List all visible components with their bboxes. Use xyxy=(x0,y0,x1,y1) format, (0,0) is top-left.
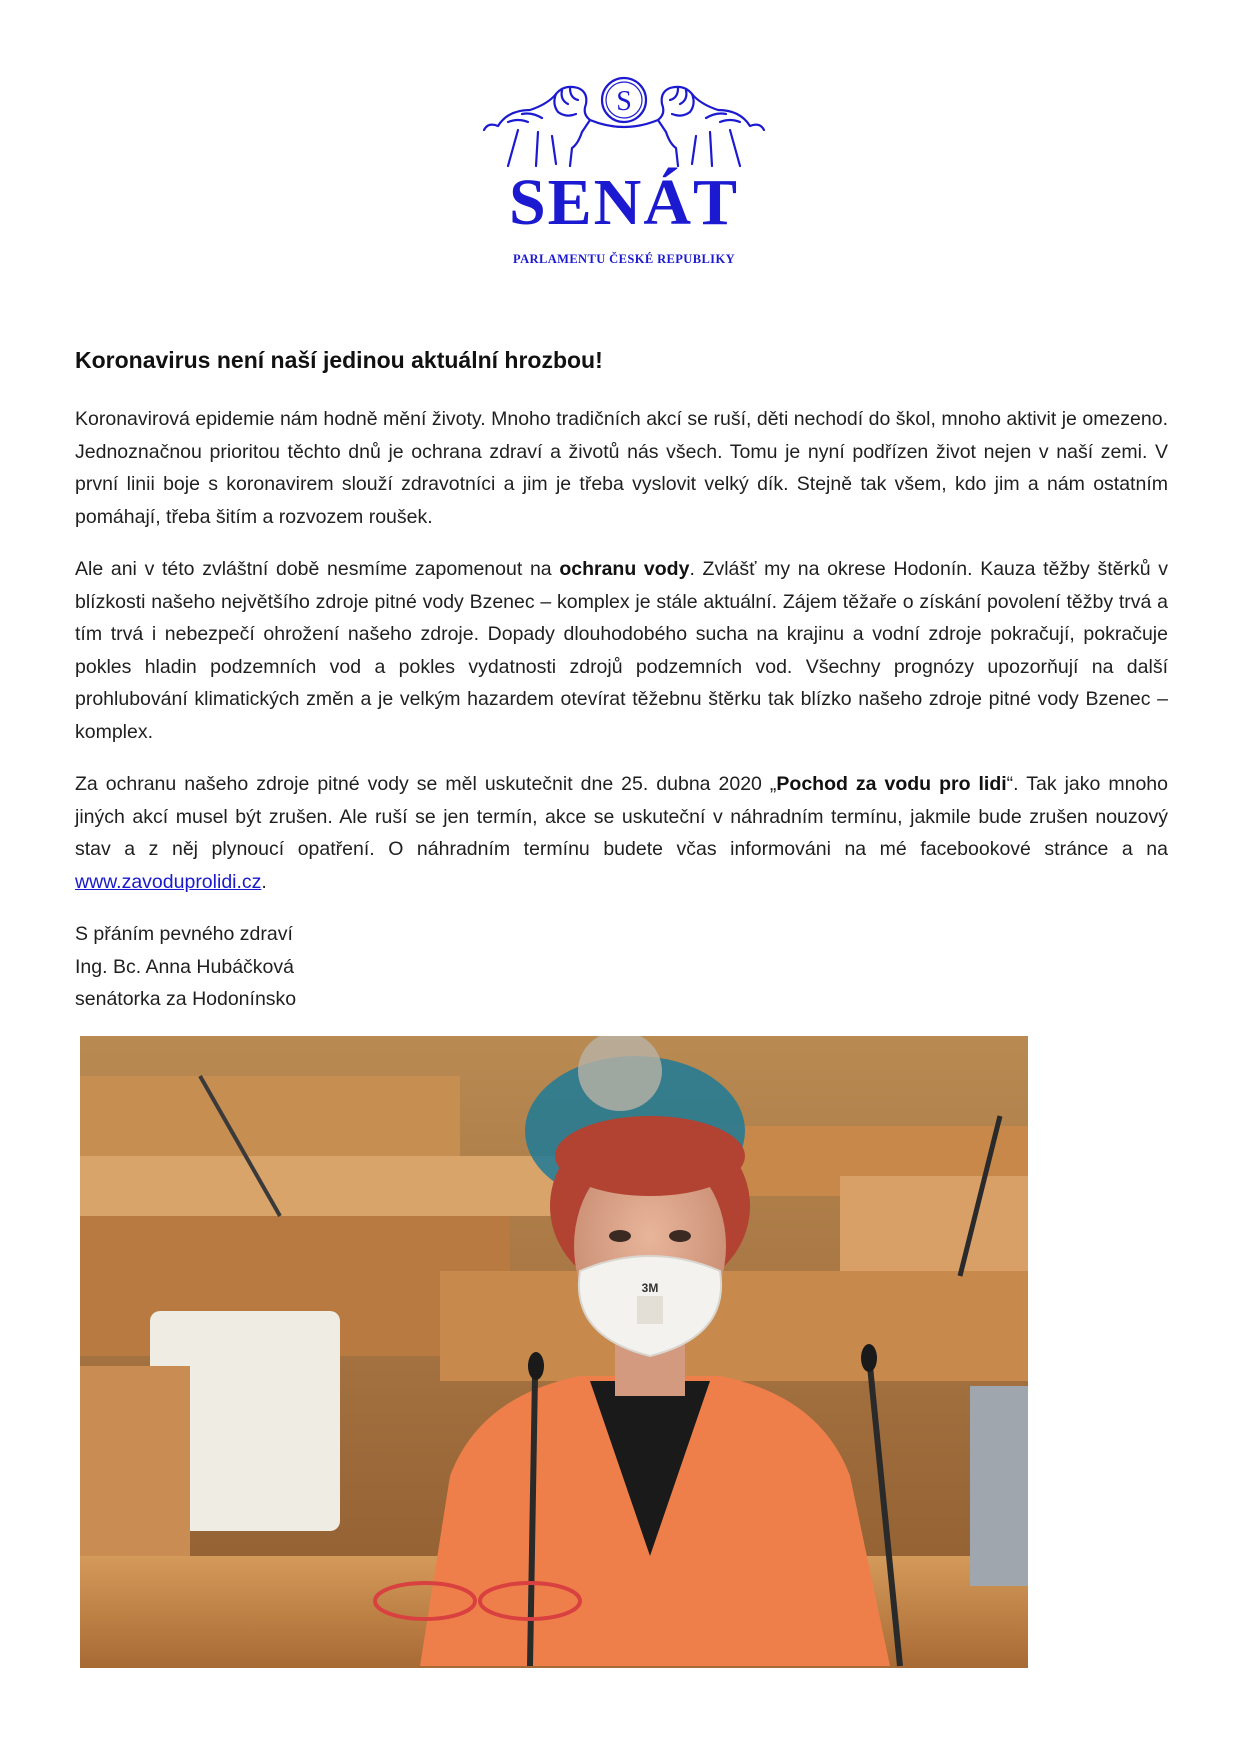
paragraph-3-emphasis: Pochod za vodu pro lidi xyxy=(776,773,1007,795)
signature xyxy=(75,918,1168,1016)
paragraph-3 xyxy=(75,768,1168,898)
signature-name: Ing. Bc. Anna Hubáčková xyxy=(75,955,294,978)
signature-role: senátorka za Hodonínsko xyxy=(75,988,297,1010)
senator-photo xyxy=(80,1036,1028,1668)
paragraph-2-text-a: Ale ani v této zvláštní době nesmíme zapomenout na xyxy=(75,558,560,580)
article xyxy=(75,343,1168,1016)
logo-subtitle: PARLAMENTU ČESKÉ REPUBLIKY xyxy=(513,252,735,266)
senate-logo xyxy=(478,74,770,270)
paragraph-3-text-c: . xyxy=(261,870,267,893)
paragraph-3-text-a: Za ochranu našeho zdroje pitné vody se měl uskutečnit dne 25. dubna 2020 „ xyxy=(75,773,777,795)
paragraph-2-text-b: . Zvlášť my na okrese Hodonín. Kauza těžby štěrků v blízkosti našeho největšího zdroje pitné vody Bzenec – komplex je stále aktuální. Zájem těžaře o získání povolení těžby trvá a tím trvá i nebezpečí ohrožení našeho zdroje. Dopady dlouhodobého sucha na krajinu a vodní zdroje pokračují, pokračuje pokles hladin podzemních vod a pokles vydatnosti zdrojů podzemních vod. Všechny prognózy upozorňují na další prohlubování klimatických změn a je velkým hazardem otevírat těžebnu štěrku tak blízko našeho zdroje pitné vody Bzenec – komplex. xyxy=(75,558,1168,743)
website-link[interactable]: www.zavoduprolidi.cz xyxy=(75,870,262,893)
lions-emblem-icon xyxy=(478,74,770,174)
article-title: Koronavirus není naší jedinou aktuální hrozbou! xyxy=(75,347,603,373)
emblem-letter: S xyxy=(616,86,632,117)
paragraph-2 xyxy=(75,553,1168,748)
paragraph-3-text-b: “. Tak jako mnoho jiných akcí musel být zrušen. Ale ruší se jen termín, akce se uskuteční v náhradním termínu, jakmile bude zrušen nouzový stav a z něj plynoucí opatření. O náhradním termínu budete včas informováni na mé facebookové stránce a na xyxy=(75,773,1168,860)
mask-brand: 3M xyxy=(641,1281,659,1295)
logo-wordmark: SENÁT xyxy=(508,166,740,239)
paragraph-1: Koronavirová epidemie nám hodně mění životy. Mnoho tradičních akcí se ruší, děti nechodí do škol, mnoho aktivit je omezeno. Jednoznačnou prioritou těchto dnů je ochrana zdraví a životů nás všech. Tomu je nyní podřízen život nejen v naší zemi. V první linii boje s koronavirem slouží zdravotníci a jim je třeba vyslovit velký dík. Stejně tak všem, kdo jim a nám ostatním pomáhají, třeba šitím a rozvozem roušek. xyxy=(75,408,1168,528)
signature-greeting: S přáním pevného zdraví xyxy=(75,923,293,945)
paragraph-2-emphasis: ochranu vody xyxy=(559,558,690,580)
